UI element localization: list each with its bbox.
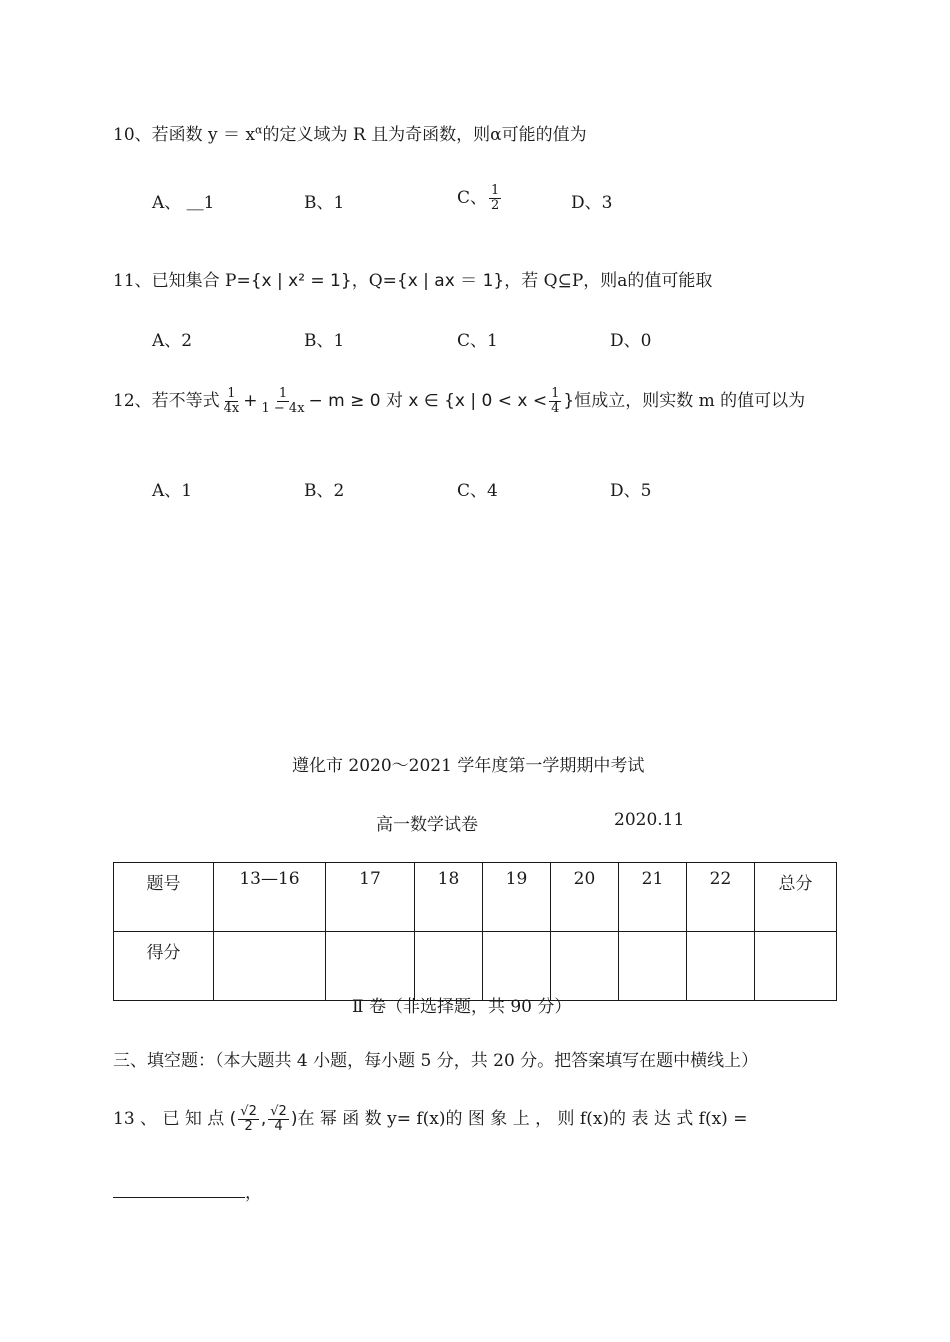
q12-option-a: A、1 (152, 481, 193, 501)
q12-option-c: C、4 (457, 481, 498, 501)
q13-tail: ， (245, 1183, 262, 1203)
q11-option-b: B、1 (304, 331, 345, 351)
fraction-denominator: 1 − 4x (261, 401, 305, 416)
q10-option-b: B、1 (304, 193, 345, 213)
q11-option-a: A、2 (152, 331, 193, 351)
q10-option-c-label: C、 (457, 188, 488, 208)
answer-blank[interactable] (113, 1185, 245, 1198)
q10-sup: α (255, 123, 263, 137)
score-input-cell[interactable] (214, 932, 326, 1001)
q13-stem (113, 1104, 747, 1134)
fraction-denominator: 4 (551, 401, 560, 416)
q10-stem (113, 120, 587, 145)
q13-p2: 在 幂 函 数 y= f(x)的 图 象 上 ， 则 f(x)的 表 达 式 f(x) = (297, 1109, 748, 1129)
score-cell: 18 (415, 863, 483, 932)
score-table-score-row (114, 932, 837, 1001)
fraction-numerator: 1 (227, 386, 236, 401)
q10-option-d: D、3 (571, 193, 613, 213)
score-table (113, 862, 837, 1001)
q12-p2: − m ≥ 0 对 x ∈ (308, 391, 439, 411)
score-cell: 20 (551, 863, 619, 932)
q10-suffix: 的定义域为 R 且为奇函数，则α可能的值为 (262, 125, 587, 145)
q11-p3: ，若 Q⊆P，则a的值可能取 (504, 271, 713, 291)
score-cell: 13—16 (214, 863, 326, 932)
q13-point: ( $\frac{√2}{2}$ , $\frac{√2}{4}$ ) (229, 1103, 298, 1134)
score-cell: 19 (483, 863, 551, 932)
q11-option-c: C、1 (457, 331, 498, 351)
q10-prefix: 10、若函数 y ＝ x (113, 125, 256, 145)
q12-set-right: } (563, 391, 575, 411)
q10-option-a: A、 ＿1 (152, 193, 215, 213)
score-input-cell[interactable] (551, 932, 619, 1001)
exam-date: 2020.11 (614, 810, 685, 830)
score-input-cell[interactable] (415, 932, 483, 1001)
q12-option-b: B、2 (304, 481, 345, 501)
q12-fraction-2 (260, 387, 307, 416)
q11-option-d: D、0 (610, 331, 652, 351)
q12-stem (113, 386, 805, 416)
score-cell: 22 (687, 863, 755, 932)
score-input-cell[interactable] (687, 932, 755, 1001)
fraction-denominator: 2 (491, 198, 500, 213)
exam-title: 遵化市 2020～2021 学年度第一学期期中考试 (292, 756, 645, 776)
q12-p3: 恒成立，则实数 m 的值可以为 (574, 391, 806, 411)
q13-p1: 13 、 已 知 点 (113, 1109, 225, 1129)
q11-stem (113, 266, 712, 291)
score-table-header-row (114, 863, 837, 932)
q13-fraction-a (238, 1105, 259, 1134)
score-cell: 得分 (114, 932, 214, 1001)
score-cell: 17 (326, 863, 415, 932)
q13-answer-line[interactable] (113, 1178, 262, 1203)
q11-p1: 11、已知集合 P= (113, 271, 251, 291)
score-input-cell[interactable] (326, 932, 415, 1001)
q12-fraction-1 (222, 387, 242, 416)
q11-p2: ，Q= (351, 271, 397, 291)
q13-fraction-b (268, 1105, 289, 1134)
score-cell: 题号 (114, 863, 214, 932)
q10-option-c (457, 183, 503, 213)
q11-set-p: {x | x² = 1} (250, 271, 352, 291)
q12-set-left: {x | 0 < x < (444, 391, 548, 411)
score-cell: 21 (619, 863, 687, 932)
q11-set-q: {x | ax ＝ 1} (396, 271, 505, 291)
fraction-denominator: 2 (244, 1118, 253, 1134)
q12-plus: + (243, 391, 258, 411)
score-input-cell[interactable] (483, 932, 551, 1001)
fraction-numerator: 1 (551, 386, 560, 401)
q12-option-d: D、5 (610, 481, 652, 501)
score-input-cell[interactable] (619, 932, 687, 1001)
exam-subtitle: 高一数学试卷 (376, 815, 478, 835)
fraction-numerator: 1 (491, 183, 500, 198)
score-input-cell[interactable] (755, 932, 837, 1001)
fraction-numerator: 1 (278, 386, 288, 401)
fraction-numerator: √2 (240, 1103, 257, 1119)
part-three-heading: 三、填空题：（本大题共 4 小题，每小题 5 分，共 20 分。把答案填写在题中横线上） (113, 1051, 759, 1071)
q12-fraction-3 (549, 387, 561, 416)
q12-p1: 12、若不等式 (113, 391, 220, 411)
section-ii-heading: Ⅱ 卷（非选择题，共 90 分） (352, 997, 572, 1017)
score-cell: 总分 (755, 863, 837, 932)
fraction-denominator: 4x (223, 401, 240, 416)
q10-option-c-fraction (489, 184, 501, 213)
fraction-numerator: √2 (270, 1103, 287, 1119)
fraction-denominator: 4 (274, 1118, 283, 1134)
